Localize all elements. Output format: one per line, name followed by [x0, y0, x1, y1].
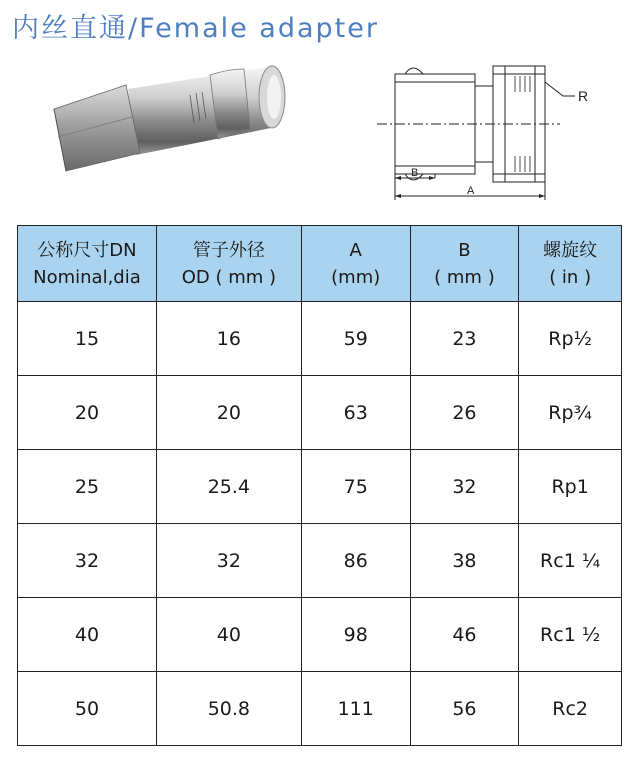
- header-nominal-en: Nominal,dia: [33, 266, 141, 288]
- table-row: [18, 302, 622, 376]
- cell-a: 63: [301, 376, 410, 450]
- cell-b: 23: [410, 302, 519, 376]
- cell-b: 56: [410, 672, 519, 746]
- header-row: [18, 226, 622, 302]
- header-nominal: [18, 226, 157, 302]
- cell-nominal: 15: [18, 302, 157, 376]
- cell-nominal: 20: [18, 376, 157, 450]
- cell-od: 50.8: [156, 672, 301, 746]
- cell-od: 40: [156, 598, 301, 672]
- header-od-cn: 管子外径: [192, 239, 265, 261]
- header-nominal-cn: 公称尺寸DN: [37, 239, 137, 261]
- header-a-label: A: [349, 239, 362, 261]
- label-b: B: [411, 167, 419, 179]
- header-b-unit: ( mm ): [434, 266, 495, 288]
- cell-nominal: 32: [18, 524, 157, 598]
- cell-a: 75: [301, 450, 410, 524]
- header-od-en: OD ( mm ): [181, 266, 277, 288]
- cell-a: 86: [301, 524, 410, 598]
- header-b-label: B: [458, 239, 471, 261]
- cell-thread: Rc1 ¼: [519, 524, 622, 598]
- spec-table: [17, 225, 622, 746]
- page-title: 内丝直通/Female adapter: [12, 13, 379, 44]
- header-od: [156, 226, 301, 302]
- cell-od: 25.4: [156, 450, 301, 524]
- header-a: [301, 226, 410, 302]
- label-a: A: [467, 185, 475, 197]
- cell-a: 59: [301, 302, 410, 376]
- table-row: [18, 598, 622, 672]
- header-b: [410, 226, 519, 302]
- table-row: [18, 376, 622, 450]
- cell-b: 38: [410, 524, 519, 598]
- cell-a: 111: [301, 672, 410, 746]
- cell-b: 46: [410, 598, 519, 672]
- cell-od: 16: [156, 302, 301, 376]
- cell-thread: Rc1 ½: [519, 598, 622, 672]
- cell-od: 32: [156, 524, 301, 598]
- cell-nominal: 25: [18, 450, 157, 524]
- cell-thread: Rp1: [519, 450, 622, 524]
- table-row: [18, 450, 622, 524]
- cell-od: 20: [156, 376, 301, 450]
- header-a-unit: (mm): [331, 266, 381, 288]
- technical-drawing: [375, 52, 620, 204]
- table-row: [18, 524, 622, 598]
- table-row: [18, 672, 622, 746]
- product-photo: [40, 55, 295, 175]
- header-thread: [519, 226, 622, 302]
- cell-nominal: 50: [18, 672, 157, 746]
- spec-table-body: [18, 302, 622, 746]
- header-thread-unit: ( in ): [549, 266, 592, 288]
- cell-b: 32: [410, 450, 519, 524]
- cell-nominal: 40: [18, 598, 157, 672]
- cell-b: 26: [410, 376, 519, 450]
- header-thread-cn: 螺旋纹: [543, 239, 598, 261]
- cell-a: 98: [301, 598, 410, 672]
- spec-table-header: [18, 226, 622, 302]
- label-r: R: [578, 88, 589, 104]
- cell-thread: Rc2: [519, 672, 622, 746]
- cell-thread: Rp½: [519, 302, 622, 376]
- cell-thread: Rp¾: [519, 376, 622, 450]
